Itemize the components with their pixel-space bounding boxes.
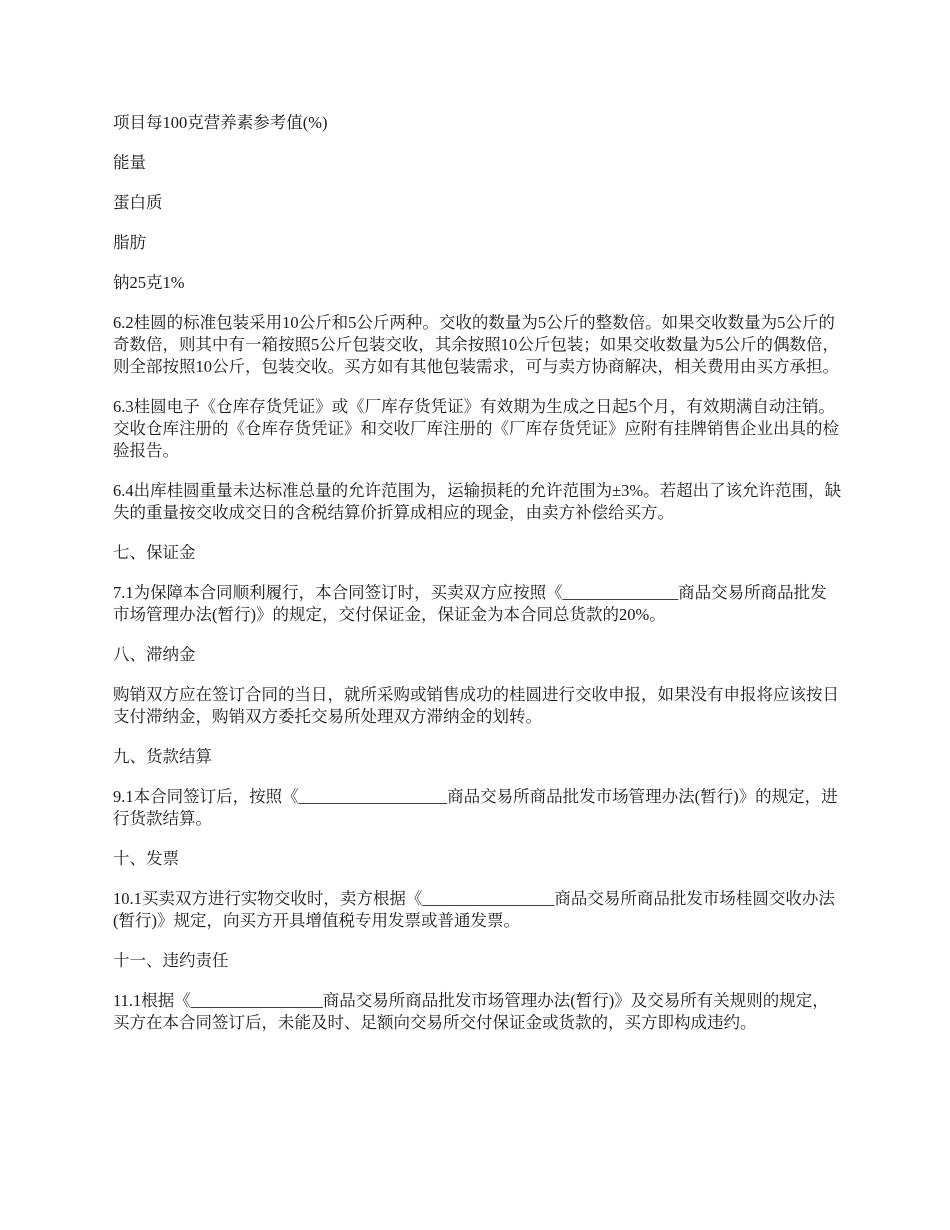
section-heading-deposit: 七、保证金 <box>113 543 196 562</box>
clause-8-paragraph: 购销双方应在签订合同的当日，就所采购或销售成功的桂圆进行交收申报，如果没有申报将应该按日支付滞纳金，购销双方委托交易所处理双方滞纳金的划转。 <box>113 685 839 726</box>
clause-9-1-paragraph: 9.1本合同签订后，按照《__________________商品交易所商品批发市场管理办法(暂行)》的规定，进行货款结算。 <box>113 787 838 828</box>
nutrition-row-energy: 能量 <box>113 153 146 172</box>
section-heading-invoice: 十、发票 <box>113 849 179 868</box>
clause-6-4-paragraph: 6.4出库桂圆重量未达标准总量的允许范围为，运输损耗的允许范围为±3%。若超出了该允许范围，缺失的重量按交收成交日的含税结算价折算成相应的现金，由卖方补偿给买方。 <box>113 481 842 522</box>
nutrition-table-header: 项目每100克营养素参考值(%) <box>113 113 328 132</box>
nutrition-row-fat: 脂肪 <box>113 233 146 252</box>
clause-6-3-paragraph: 6.3桂圆电子《仓库存货凭证》或《厂库存货凭证》有效期为生成之日起5个月，有效期满自动注销。交收仓库注册的《仓库存货凭证》和交收厂库注册的《厂库存货凭证》应附有挂牌销售企业出具的检验报告。 <box>113 397 839 460</box>
nutrition-row-sodium: 钠25克1% <box>113 273 185 292</box>
section-heading-settlement: 九、货款结算 <box>113 747 212 766</box>
clause-10-1-paragraph: 10.1买卖双方进行实物交收时，卖方根据《________________商品交易所商品批发市场桂圆交收办法(暂行)》规定，向买方开具增值税专用发票或普通发票。 <box>113 889 835 930</box>
clause-11-1-paragraph: 11.1根据《________________商品交易所商品批发市场管理办法(暂行)》及交易所有关规则的规定，买方在本合同签订后，未能及时、足额向交易所交付保证金或货款的，买方即构成违约。 <box>113 991 829 1032</box>
clause-6-2-paragraph: 6.2桂圆的标准包装采用10公斤和5公斤两种。交收的数量为5公斤的整数倍。如果交收数量为5公斤的奇数倍，则其中有一箱按照5公斤包装交收，其余按照10公斤包装；如果交收数量为5公斤的偶数倍，则全部按照10公斤，包装交收。买方如有其他包装需求，可与卖方协商解决，相关费用由买方承担。 <box>113 313 839 376</box>
nutrition-row-protein: 蛋白质 <box>113 193 163 212</box>
section-heading-liability: 十一、违约责任 <box>113 951 229 970</box>
document-body <box>113 112 843 1052</box>
clause-7-1-paragraph: 7.1为保障本合同顺利履行，本合同签订时，买卖双方应按照《______________商品交易所商品批发市场管理办法(暂行)》的规定，交付保证金，保证金为本合同总货款的20%。 <box>113 583 827 624</box>
section-heading-late-fee: 八、滞纳金 <box>113 645 196 664</box>
